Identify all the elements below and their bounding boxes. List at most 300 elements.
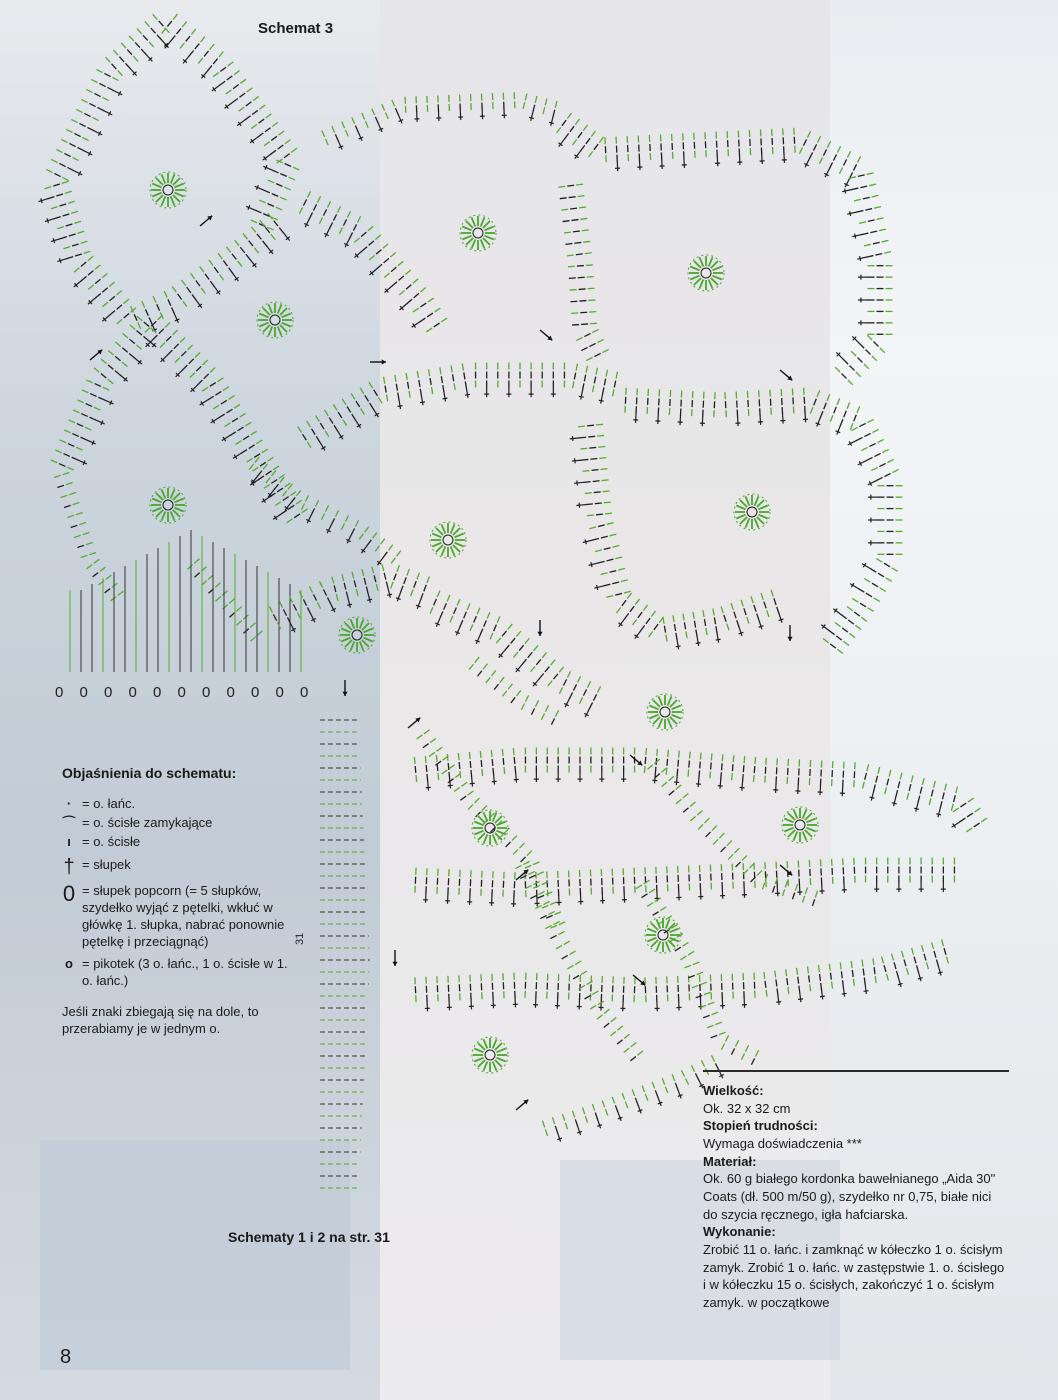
- stitch-mark: [122, 348, 127, 352]
- double-crochet-bar: [914, 808, 919, 809]
- stitch-mark: [974, 823, 980, 827]
- stitch-mark: [868, 608, 874, 612]
- stitch-mark: [317, 196, 320, 202]
- stitch-mark: [711, 753, 712, 760]
- stitch-mark: [852, 188, 859, 190]
- double-crochet-mark: [848, 440, 857, 444]
- motif-ray: [471, 239, 475, 248]
- stitch-mark: [565, 244, 572, 245]
- stitch-mark: [361, 232, 366, 237]
- stitch-mark: [697, 811, 702, 815]
- stitch-mark: [196, 366, 201, 371]
- stitch-mark: [189, 359, 194, 364]
- stitch-mark: [396, 384, 397, 391]
- stitch-mark: [74, 268, 79, 272]
- stitch-mark: [597, 339, 603, 342]
- stitch-mark: [291, 148, 297, 152]
- stitch-mark: [592, 1104, 594, 1111]
- double-crochet-mark: [103, 110, 112, 114]
- double-crochet-bar: [59, 258, 60, 263]
- double-crochet-mark: [779, 613, 782, 622]
- stitch-mark: [87, 127, 93, 130]
- stitch-mark: [417, 573, 419, 580]
- stitch-mark: [575, 961, 581, 964]
- stitch-mark: [864, 244, 871, 246]
- stitch-mark: [257, 631, 262, 636]
- arrowhead: [537, 632, 542, 636]
- stitch-mark: [87, 565, 93, 569]
- stitch-mark: [376, 250, 381, 255]
- legend-item-popcorn: [62, 880, 292, 951]
- stitch-mark: [392, 282, 397, 287]
- stitch-mark: [104, 73, 110, 76]
- stitch-mark: [829, 631, 835, 635]
- stitch-mark: [700, 762, 701, 769]
- stitch-mark: [914, 957, 916, 964]
- stitch-mark: [99, 83, 105, 86]
- stitch-mark: [625, 1102, 627, 1109]
- stitch-mark: [376, 584, 378, 591]
- stitch-mark: [676, 785, 681, 789]
- stitch-mark: [823, 149, 826, 155]
- stitch-mark: [734, 612, 736, 619]
- stitch-mark: [538, 895, 544, 898]
- stitch-mark: [625, 613, 629, 619]
- stitch-mark: [684, 965, 691, 967]
- stitch-mark: [569, 692, 572, 698]
- motif-ray: [658, 718, 662, 727]
- stitch-mark: [755, 1050, 758, 1056]
- stitch-mark: [404, 577, 406, 584]
- stitch-mark: [937, 960, 939, 967]
- stitch-mark: [622, 1093, 624, 1100]
- stitch-mark: [842, 374, 847, 379]
- stitch-mark: [409, 391, 410, 398]
- stitch-mark: [860, 186, 867, 188]
- stitch-mark: [267, 457, 273, 461]
- stitch-mark: [579, 697, 582, 703]
- stitch-mark: [269, 606, 272, 612]
- stitch-mark: [850, 366, 855, 371]
- stitch-mark: [622, 600, 626, 606]
- stitch-mark: [474, 798, 479, 803]
- stitch-mark: [349, 232, 352, 238]
- stitch-mark: [101, 373, 106, 377]
- motif-ray: [755, 518, 759, 527]
- stitch-mark: [341, 523, 344, 529]
- stitch-mark: [375, 117, 378, 123]
- stitch-mark: [546, 892, 552, 895]
- stitch-mark: [208, 396, 214, 400]
- double-crochet-bar: [443, 398, 448, 399]
- motif-ray: [152, 183, 161, 187]
- stitch-mark: [302, 509, 308, 513]
- stitch-mark: [450, 616, 453, 622]
- stitch-mark: [251, 124, 257, 128]
- stitch-mark: [502, 631, 506, 636]
- stitch-mark: [264, 484, 270, 488]
- stitch-mark: [76, 512, 83, 514]
- stitch-mark: [733, 755, 734, 762]
- motif-ray: [281, 323, 290, 327]
- stitch-mark: [186, 36, 190, 41]
- motif-ray: [649, 705, 658, 709]
- stitch-mark: [714, 617, 715, 624]
- stitch-mark: [234, 404, 240, 408]
- stitch-mark: [305, 495, 308, 501]
- double-crochet-mark: [847, 212, 857, 214]
- stitch-mark: [553, 110, 555, 117]
- double-crochet-bar: [936, 814, 941, 815]
- stitch-mark: [263, 464, 267, 469]
- stitch-mark: [582, 1107, 584, 1114]
- stitch-mark: [713, 609, 714, 616]
- double-crochet-mark: [742, 781, 743, 791]
- stitch-mark: [700, 753, 701, 760]
- double-crochet-bar: [696, 643, 701, 644]
- stitch-mark: [497, 616, 500, 622]
- stitch-mark: [240, 247, 244, 252]
- stitch-mark: [415, 766, 416, 773]
- stitch-mark: [60, 440, 66, 443]
- stitch-mark: [74, 221, 81, 223]
- stitch-mark: [238, 427, 244, 431]
- stitch-mark: [103, 387, 109, 390]
- motif-center: [485, 823, 495, 833]
- stitch-mark: [567, 671, 570, 677]
- stitch-mark: [706, 628, 707, 635]
- stitch-mark: [197, 380, 202, 385]
- stitch-mark: [322, 130, 325, 136]
- motif-center: [795, 820, 805, 830]
- stitch-mark: [494, 625, 497, 631]
- stitch-mark: [273, 466, 279, 470]
- stitch-mark: [181, 280, 185, 286]
- stitch-mark: [210, 383, 216, 387]
- stitch-mark: [589, 151, 593, 157]
- stitch-mark: [335, 510, 338, 516]
- double-crochet-mark: [531, 111, 533, 121]
- stitch-mark: [385, 386, 386, 393]
- double-crochet-mark: [597, 1119, 600, 1128]
- stitch-mark: [651, 611, 655, 617]
- motif-ray: [174, 183, 183, 187]
- stitch-mark: [878, 767, 880, 774]
- motif-ray: [653, 717, 660, 724]
- divider: [703, 1070, 1009, 1072]
- motif-ray: [259, 313, 268, 317]
- stitch-mark: [550, 902, 556, 905]
- stitch-mark: [685, 1078, 688, 1084]
- motif-ray: [740, 500, 747, 507]
- stitch-mark: [743, 774, 744, 781]
- stitch-mark: [579, 437, 586, 438]
- stitch-mark: [917, 965, 919, 972]
- stitch-mark: [178, 294, 182, 300]
- motif-ray: [156, 510, 163, 517]
- motif-ray: [483, 221, 490, 228]
- arc-slip-stitch-icon: ⌒: [62, 815, 76, 831]
- stitch-mark: [428, 298, 434, 302]
- motif-ray: [156, 178, 163, 185]
- double-crochet-mark: [572, 460, 582, 461]
- stitch-mark: [530, 895, 536, 898]
- stitch-mark: [573, 684, 576, 690]
- stitch-mark: [94, 407, 100, 410]
- stitch-mark: [960, 818, 966, 822]
- stitch-mark: [475, 657, 479, 662]
- stitch-mark: [325, 139, 328, 145]
- stitch-mark: [234, 71, 240, 75]
- stitch-mark: [596, 368, 597, 375]
- stitch-mark: [134, 314, 137, 320]
- stitch-mark: [167, 21, 171, 26]
- motif-ray: [647, 928, 656, 932]
- stitch-mark: [795, 884, 797, 891]
- stitch-mark: [586, 357, 592, 360]
- stitch-mark: [765, 981, 766, 988]
- stitch-mark: [853, 979, 854, 986]
- stitch-mark: [761, 593, 763, 600]
- legend-item-text: = słupek: [82, 856, 131, 872]
- stitch-mark: [511, 638, 515, 643]
- double-crochet-mark: [601, 394, 603, 404]
- stitch-mark: [113, 50, 118, 55]
- double-crochet-mark: [843, 987, 844, 997]
- stitch-mark: [213, 73, 219, 77]
- stitch-mark: [480, 751, 481, 758]
- stitch-mark: [824, 403, 827, 409]
- stitch-mark: [442, 770, 448, 774]
- double-crochet-mark: [698, 777, 699, 787]
- stitch-mark: [232, 254, 236, 259]
- double-crochet-mark: [310, 613, 314, 622]
- stitch-mark: [697, 972, 704, 974]
- double-crochet-mark: [898, 977, 901, 987]
- stitch-mark: [857, 211, 864, 213]
- double-crochet-mark: [658, 1096, 662, 1105]
- stitch-mark: [273, 614, 276, 620]
- stitch-mark: [731, 1048, 734, 1054]
- motif-ray: [699, 257, 703, 266]
- stitch-mark: [686, 631, 687, 638]
- stitch-mark: [173, 14, 177, 19]
- stitch-mark: [535, 96, 537, 103]
- double-crochet-bar: [716, 639, 721, 640]
- stitch-mark: [570, 208, 577, 209]
- legend-item-picot: [62, 956, 292, 990]
- stitch-mark: [347, 211, 350, 217]
- stitch-mark: [307, 442, 311, 448]
- stitch-mark: [820, 411, 823, 417]
- stitch-mark: [316, 416, 320, 422]
- motif-ray: [758, 505, 767, 509]
- stitch-mark: [194, 559, 199, 564]
- double-crochet-mark: [307, 514, 311, 523]
- stitch-mark: [837, 649, 843, 653]
- motif-ray: [173, 510, 180, 517]
- stitch-mark: [523, 102, 525, 109]
- stitch-mark: [884, 252, 891, 254]
- stitch-mark: [810, 407, 813, 413]
- stitch-mark: [612, 546, 619, 548]
- stitch-mark: [159, 329, 164, 334]
- stitch-mark: [401, 586, 403, 593]
- stitch-mark: [598, 447, 605, 448]
- stitch-mark: [266, 477, 270, 482]
- stitch-mark: [835, 367, 840, 372]
- stitch-mark: [384, 258, 389, 263]
- popcorn-stitch: 0: [226, 684, 235, 701]
- stitch-mark: [298, 427, 302, 433]
- stitch-mark: [617, 1026, 622, 1030]
- stitch-mark: [587, 681, 590, 687]
- stitch-mark: [219, 274, 223, 280]
- stitch-mark: [605, 513, 612, 514]
- stitch-mark: [95, 279, 100, 283]
- stitch-mark: [86, 380, 92, 383]
- stitch-mark: [573, 975, 579, 978]
- stitch-mark: [525, 865, 531, 868]
- stitch-mark: [82, 390, 88, 393]
- stitch-mark: [201, 37, 205, 42]
- motif-ray: [471, 217, 475, 226]
- stitch-mark: [362, 113, 365, 119]
- stitch-mark: [54, 173, 60, 176]
- double-crochet-bar: [420, 402, 425, 403]
- stitch-mark: [167, 350, 172, 355]
- stitch-mark: [102, 97, 108, 100]
- stitch-mark: [187, 287, 191, 293]
- motif-ray: [478, 833, 485, 840]
- stitch-mark: [115, 356, 120, 360]
- stitch-mark: [141, 49, 146, 54]
- stitch-mark: [294, 514, 300, 518]
- stitch-mark: [323, 209, 326, 215]
- stitch-mark: [592, 329, 598, 332]
- center-label: 31: [294, 932, 306, 945]
- motif-ray: [350, 641, 354, 650]
- stitch-mark: [67, 257, 74, 259]
- stitch-mark: [812, 899, 814, 906]
- stitch-mark: [574, 242, 581, 243]
- stitch-mark: [96, 69, 102, 72]
- stitch-mark: [54, 217, 61, 219]
- double-crochet-mark: [871, 791, 873, 801]
- motif-ray: [474, 1058, 483, 1062]
- stitch-mark: [887, 779, 889, 786]
- stitch-mark: [830, 644, 836, 648]
- stitch-mark: [454, 787, 460, 791]
- motif-ray: [699, 279, 703, 288]
- stitch-mark: [351, 393, 355, 399]
- stitch-mark: [638, 612, 642, 618]
- stitch-mark: [123, 333, 128, 337]
- stitch-mark: [662, 782, 667, 786]
- double-crochet-mark: [51, 239, 61, 242]
- stitch-mark: [213, 405, 219, 409]
- double-crochet-mark: [678, 1089, 682, 1098]
- stitch-mark: [562, 955, 568, 958]
- stitch-mark: [942, 792, 944, 799]
- stitch-mark: [593, 481, 600, 482]
- legend-item-text: = o. łańc.: [82, 796, 136, 812]
- stitch-mark: [646, 748, 647, 755]
- stitch-mark: [106, 57, 111, 62]
- stitch-mark: [558, 931, 564, 934]
- page-number: 8: [60, 1346, 72, 1368]
- stitch-mark: [867, 335, 872, 340]
- stitch-mark: [88, 285, 93, 289]
- stitch-mark: [182, 22, 186, 27]
- stitch-mark: [236, 621, 241, 626]
- double-crochet-mark: [39, 199, 49, 202]
- stitch-mark: [115, 371, 120, 375]
- stitch-mark: [215, 597, 220, 602]
- stitch-mark: [175, 358, 180, 363]
- stitch-mark: [542, 905, 548, 908]
- stitch-mark: [599, 458, 606, 459]
- double-crochet-mark: [677, 639, 679, 649]
- stitch-mark: [266, 114, 272, 118]
- stitch-mark: [89, 552, 96, 554]
- stitch-mark: [612, 1097, 614, 1104]
- motif-ray: [496, 1048, 505, 1052]
- stitch-mark: [346, 592, 348, 599]
- motif-ray: [493, 1039, 497, 1048]
- stitch-mark: [693, 962, 700, 964]
- double-crochet-bar: [398, 406, 403, 407]
- stitch-mark: [799, 147, 802, 153]
- stitch-mark: [266, 471, 272, 475]
- stitch-mark: [246, 254, 250, 259]
- stitch-mark: [708, 1002, 715, 1004]
- stitch-mark: [145, 328, 150, 333]
- stitch-mark: [817, 390, 820, 396]
- stitch-mark: [108, 379, 113, 383]
- stitch-mark: [856, 372, 861, 377]
- stitch-mark: [94, 93, 100, 96]
- stitch-mark: [929, 798, 931, 805]
- motif-ray: [669, 928, 678, 932]
- stitch-mark: [585, 253, 592, 254]
- double-crochet-mark: [570, 438, 580, 439]
- motif-ray: [171, 489, 175, 498]
- stitch-mark: [258, 471, 262, 476]
- motif-ray: [690, 276, 699, 280]
- stitch-mark: [872, 583, 878, 587]
- motif-center: [270, 315, 280, 325]
- size-heading: Wielkość:: [703, 1083, 764, 1098]
- stitch-mark: [449, 772, 450, 779]
- double-crochet-mark: [739, 626, 742, 635]
- stitch-mark: [735, 1040, 738, 1046]
- stitch-mark: [721, 1043, 724, 1049]
- stitch-mark: [56, 149, 62, 152]
- stitch-mark: [787, 978, 788, 985]
- stitch-mark: [864, 433, 870, 436]
- motif-ray: [263, 308, 270, 315]
- stitch-mark: [271, 479, 277, 483]
- stitch-mark: [907, 793, 909, 800]
- stitch-mark: [503, 691, 507, 696]
- motif-ray: [466, 238, 473, 245]
- stitch-mark: [63, 454, 69, 457]
- stitch-mark: [219, 81, 225, 85]
- stitch-mark: [137, 331, 142, 335]
- stitch-mark: [931, 790, 933, 797]
- double-crochet-bar: [759, 626, 764, 628]
